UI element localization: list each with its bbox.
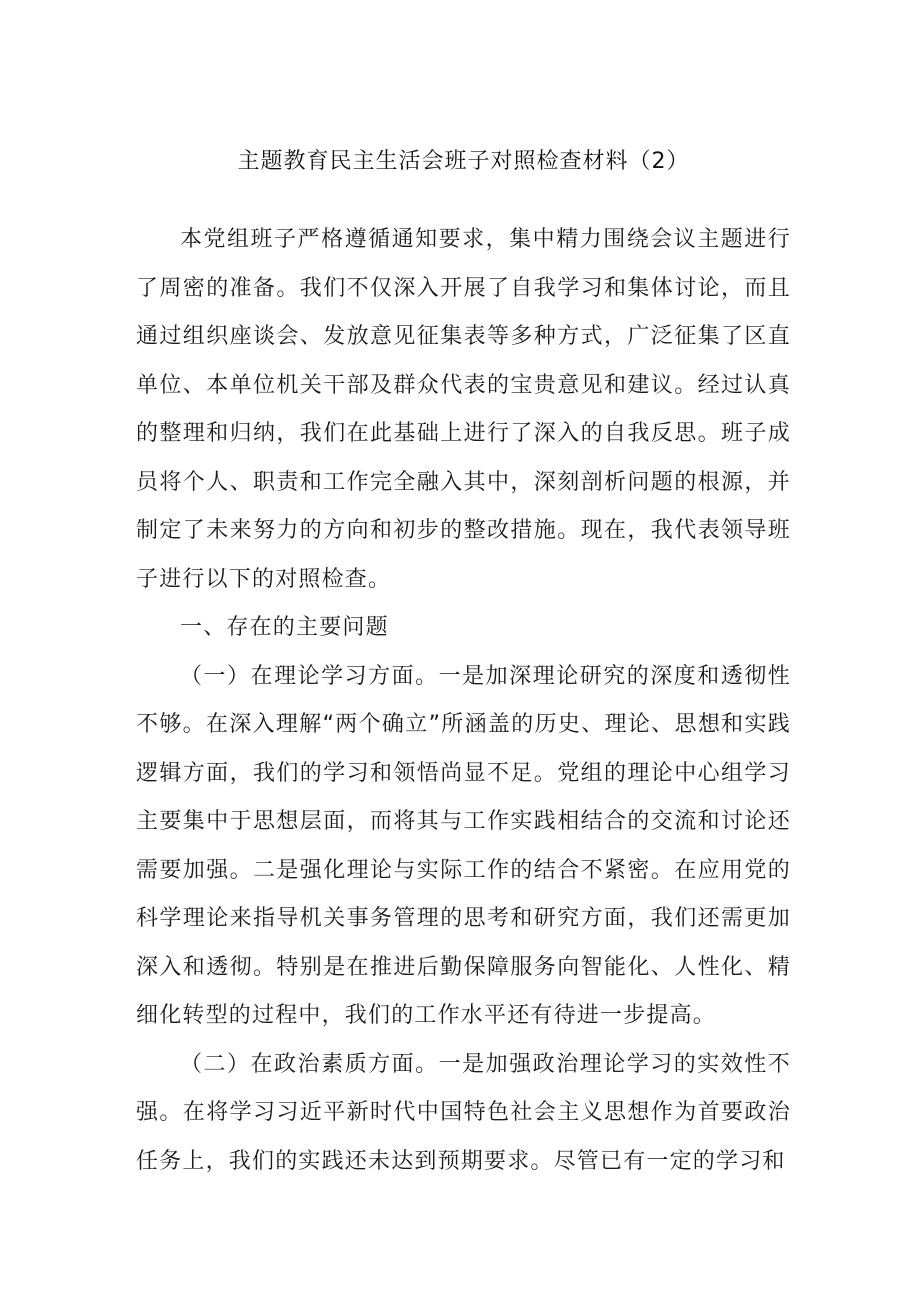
document-title: 主题教育民主生活会班子对照检查材料（2） [237,149,690,174]
section-heading-main-problems: 一、存在的主要问题 [180,615,389,640]
intro-paragraph: 本党组班子严格遵循通知要求，集中精力围绕会议主题进行了周密的准备。我们不仅深入开展了自我学习和集体讨论，而且通过组织座谈会、发放意见征集表等多种方式，广泛征集了区直单位、本单位机关干部及群众代表的宝贵意见和建议。经过认真的整理和归纳，我们在此基础上进行了深入的自我反思。班子成员将个人、职责和工作完全融入其中，深刻剖析问题的根源，并制定了未来努力的方向和初步的整改措施。现在，我代表领导班子进行以下的对照检查。 [136,227,791,592]
title-spacer [136,178,791,216]
paragraph-theory-study: （一）在理论学习方面。一是加深理论研究的深度和透彻性不够。在深入理解“两个确立”所涵盖的历史、理论、思想和实践逻辑方面，我们的学习和领悟尚显不足。党组的理论中心组学习主要集中于思想层面，而将其与工作实践相结合的交流和讨论还需要加强。二是强化理论与实际工作的结合不紧密。在应用党的科学理论来指导机关事务管理的思考和研究方面，我们还需更加深入和透彻。特别是在推进后勤保障服务向智能化、人性化、精细化转型的过程中，我们的工作水平还有待进一步提高。 [136,663,791,1028]
paragraph-political-quality: （二）在政治素质方面。一是加强政治理论学习的实效性不强。在将学习习近平新时代中国特色社会主义思想作为首要政治任务上，我们的实践还未达到预期要求。尽管已有一定的学习和 [136,1051,791,1174]
